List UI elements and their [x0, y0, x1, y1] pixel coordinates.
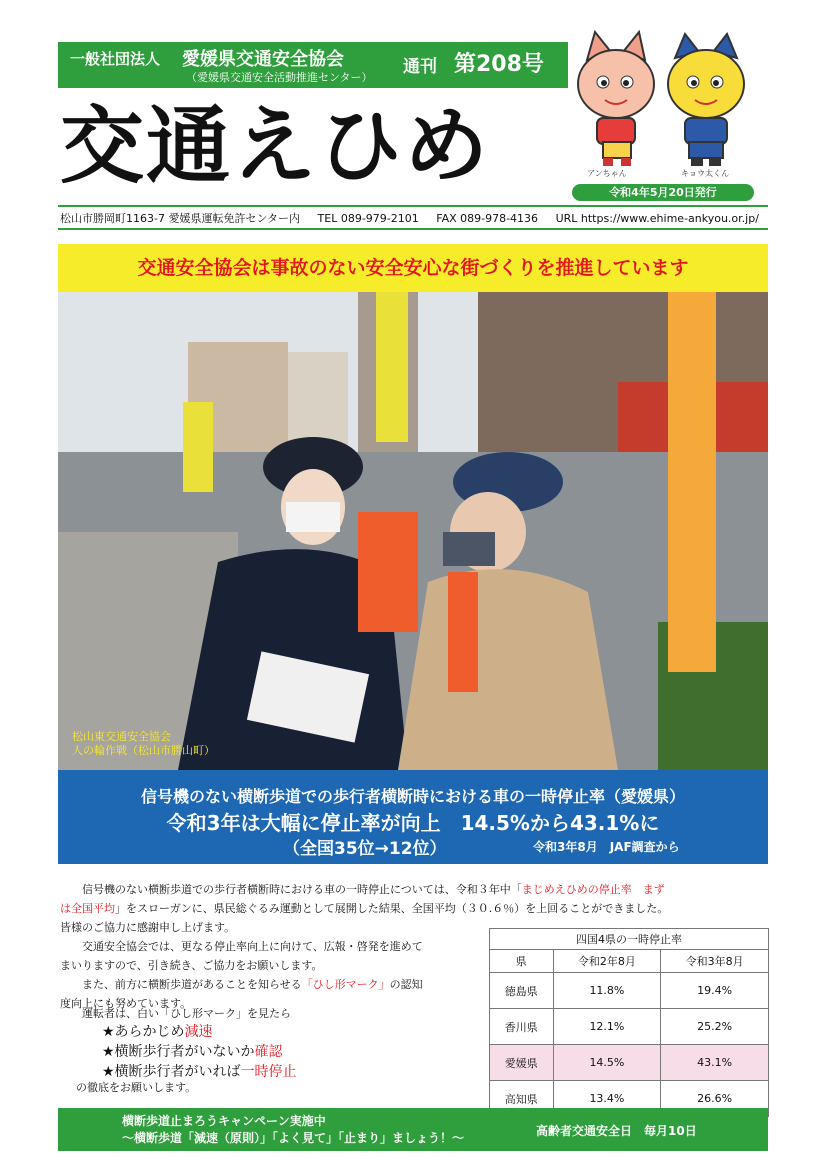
- org-subtitle: （愛媛県交通安全活動推進センター）: [186, 71, 373, 84]
- newsletter-title: 交通えひめ: [60, 97, 491, 195]
- headline-line1: 信号機のない横断歩道での歩行者横断時における車の一時停止率（愛媛県）: [140, 787, 685, 806]
- footer-safety-day: 高齢者交通安全日 毎月10日: [536, 1124, 697, 1138]
- slogan-banner: 交通安全協会は事故のない安全安心な街づくりを推進しています: [58, 244, 768, 292]
- tel: TEL 089-979-2101: [317, 212, 419, 225]
- stop-rate-table: [489, 928, 769, 1117]
- mascots: [565, 28, 765, 178]
- org-name: 愛媛県交通安全協会: [182, 49, 344, 70]
- table-row-highlight: 愛媛県 14.5% 43.1%: [490, 1045, 769, 1081]
- issue-label: 通刊: [403, 57, 437, 77]
- fax: FAX 089-978-4136: [436, 212, 539, 225]
- table-caption: 四国4県の一時停止率: [490, 929, 769, 950]
- diamond-mark-text: 「ひし形マーク」: [301, 978, 390, 991]
- campaign-photo: [58, 292, 768, 770]
- issue-number: 第208号: [454, 52, 544, 77]
- photo-caption-line2: 人の輪作戦（松山市勝山町）: [72, 744, 215, 757]
- table-row: 高知県 13.4% 26.6%: [490, 1081, 769, 1117]
- url[interactable]: URL https://www.ehime-ankyou.or.jp/: [555, 212, 759, 225]
- slogan-text: まじめえひめの停止率 まず: [521, 883, 665, 896]
- divider: [58, 205, 768, 207]
- paragraph-2: 交通安全協会では、更なる停止率向上に向けて、広報・啓発を進めて まいりますので、引き続き、ご協力をお願いします。: [60, 940, 423, 972]
- table-header: 令和3年8月: [661, 950, 769, 973]
- mascot-right-name: キョウ太くん: [681, 169, 729, 178]
- table-row: 徳島県 11.8% 19.4%: [490, 973, 769, 1009]
- divider: [58, 228, 768, 230]
- table-row: 香川県 12.1% 25.2%: [490, 1009, 769, 1045]
- table-header: 県: [490, 950, 554, 973]
- point-2: ★横断歩行者がいないか確認: [102, 1044, 283, 1060]
- mascot-anchan-icon: [578, 32, 654, 166]
- table-header: 令和2年8月: [553, 950, 661, 973]
- street-campaign-illustration: [58, 292, 768, 770]
- footer-bar: [58, 1108, 768, 1151]
- mascot-left-name: アンちゃん: [587, 169, 627, 178]
- photo-caption-line1: 松山東交通安全協会: [72, 730, 171, 743]
- paragraph-1: 信号機のない横断歩道での歩行者横断時における車の一時停止については、令和３年中「まじめえひめの停止率 まず は全国平均」をスローガンに、県民総ぐるみ運動として展開した結果、全国平均（３０.６％）を上回ることができました。 皆様のご協力に感謝申し上げます。: [60, 883, 669, 934]
- footer-campaign: 横断歩道止まろうキャンペーン実施中: [122, 1114, 326, 1128]
- headline-line2: 令和3年は大幅に停止率が向上 14.5%から43.1%に: [166, 811, 660, 835]
- address: 松山市勝岡町1163-7 愛媛県運転免許センター内: [60, 212, 301, 225]
- contact-line: [60, 210, 770, 226]
- publish-date: 令和4年5月20日発行: [572, 184, 754, 201]
- org-type: 一般社団法人: [70, 50, 161, 68]
- paragraph-3: また、前方に横断歩道があることを知らせる「ひし形マーク」の認知 度向上にも努めています。: [60, 978, 423, 1010]
- headline-source: 令和3年8月 JAF調査から: [533, 840, 680, 854]
- mascot-illustration: [565, 28, 765, 178]
- footer-slogan: ～横断歩道「減速（原則）」「よく見て」「止まり」ましょう！～: [122, 1131, 465, 1145]
- point-1: ★あらかじめ減速: [102, 1024, 213, 1040]
- headline-line3: （全国35位→12位）: [283, 839, 447, 859]
- point-3: ★横断歩行者がいれば一時停止: [102, 1064, 297, 1080]
- paragraph-4: 運転者は、白い「ひし形マーク」を見たら: [82, 1007, 291, 1020]
- mascot-kyouta-icon: [668, 34, 744, 166]
- header-bar: [58, 42, 568, 88]
- paragraph-5: の徹底をお願いします。: [76, 1081, 197, 1094]
- headline-box: [58, 770, 768, 864]
